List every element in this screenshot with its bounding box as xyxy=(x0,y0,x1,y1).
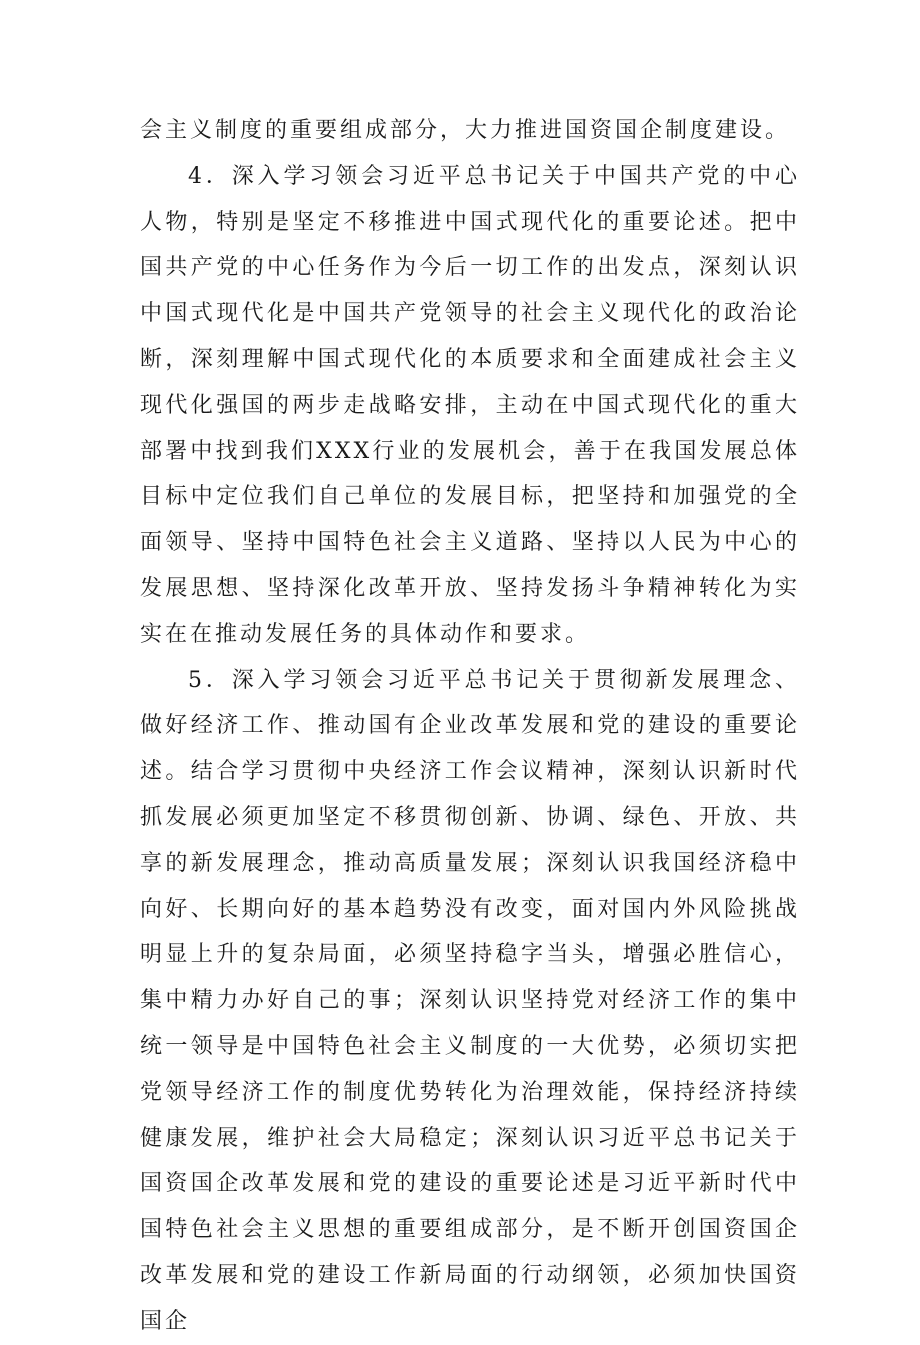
paragraph-item-5: 5．深入学习领会习近平总书记关于贯彻新发展理念、做好经济工作、推动国有企业改革发展和党的建设的重要论述。结合学习贯彻中央经济工作会议精神，深刻认识新时代抓发展必须更加坚定不移贯彻创新、协调、绿色、开放、共享的新发展理念，推动高质量发展；深刻认识我国经济稳中向好、长期向好的基本趋势没有改变，面对国内外风险挑战明显上升的复杂局面，必须坚持稳字当头，增强必胜信心，集中精力办好自己的事；深刻认识坚持党对经济工作的集中统一领导是中国特色社会主义制度的一大优势，必须切实把党领导经济工作的制度优势转化为治理效能，保持经济持续健康发展，维护社会大局稳定；深刻认识习近平总书记关于国资国企改革发展和党的建设的重要论述是习近平新时代中国特色社会主义思想的重要组成部分，是不断开创国资国企改革发展和党的建设工作新局面的行动纲领，必须加快国资国企 xyxy=(140,667,800,1334)
paragraph-continuation: 会主义制度的重要组成部分，大力推进国资国企制度建设。 xyxy=(140,118,791,143)
document-body xyxy=(140,108,800,1345)
paragraph-item-4: 4．深入学习领会习近平总书记关于中国共产党的中心人物，特别是坚定不移推进中国式现代化的重要论述。把中国共产党的中心任务作为今后一切工作的出发点，深刻认识中国式现代化是中国共产党领导的社会主义现代化的政治论断，深刻理解中国式现代化的本质要求和全面建成社会主义现代化强国的两步走战略安排，主动在中国式现代化的重大部署中找到我们XXX行业的发展机会，善于在我国发展总体目标中定位我们自己单位的发展目标，把坚持和加强党的全面领导、坚持中国特色社会主义道路、坚持以人民为中心的发展思想、坚持深化改革开放、坚持发扬斗争精神转化为实实在在推动发展任务的具体动作和要求。 xyxy=(140,163,800,647)
